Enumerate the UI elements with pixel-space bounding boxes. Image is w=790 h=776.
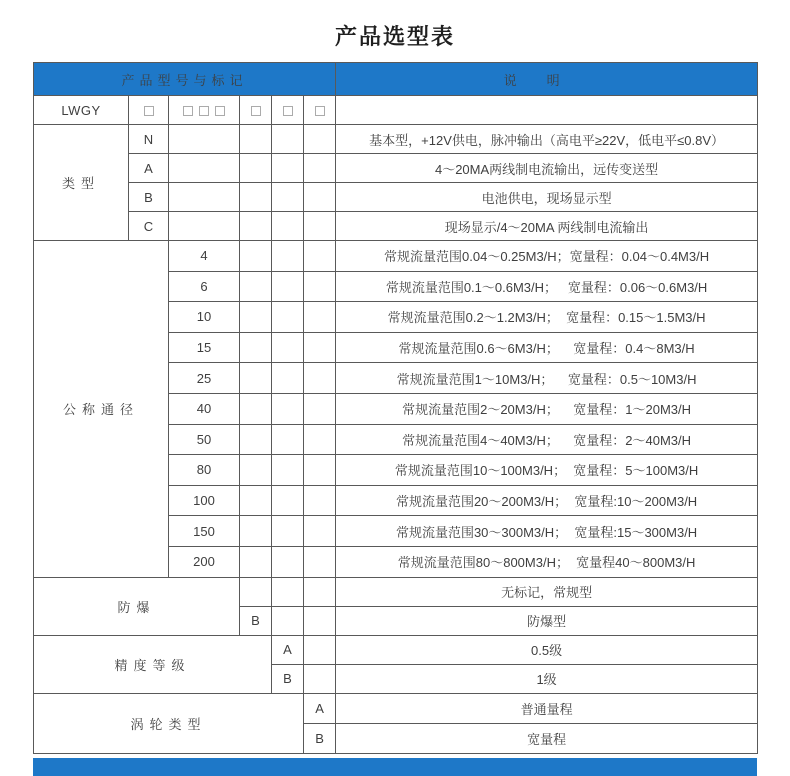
- diameter-code: 100: [169, 485, 240, 516]
- table-header-row: [34, 63, 758, 96]
- diameter-desc: 常规流量范围0.1～0.6M3/H； 宽量程：0.06～0.6M3/H: [336, 271, 758, 302]
- diameter-desc: 常规流量范围0.2～1.2M3/H； 宽量程：0.15～1.5M3/H: [336, 302, 758, 333]
- explosion-desc: 防爆型: [336, 606, 758, 635]
- empty-cell: [272, 332, 304, 363]
- empty-cell: [304, 485, 336, 516]
- empty-cell: [272, 363, 304, 394]
- diameter-desc: 常规流量范围0.6～6M3/H； 宽量程：0.4～8M3/H: [336, 332, 758, 363]
- empty-cell: [304, 424, 336, 455]
- table-row: [34, 212, 758, 241]
- diameter-desc: 常规流量范围10～100M3/H； 宽量程：5～100M3/H: [336, 455, 758, 486]
- page-title: 产品选型表: [334, 23, 455, 49]
- table-row: [34, 154, 758, 183]
- empty-cell: [272, 485, 304, 516]
- diameter-code: 200: [169, 546, 240, 577]
- empty-cell: [304, 606, 336, 635]
- empty-cell: [240, 393, 272, 424]
- table-row: [34, 125, 758, 154]
- accuracy-desc: 1级: [336, 664, 758, 693]
- empty-cell: [169, 154, 240, 183]
- placeholder-box-icon: [215, 106, 225, 116]
- type-slot-cell: [129, 96, 169, 125]
- diameter-slot-cell: [169, 96, 240, 125]
- diameter-code: 50: [169, 424, 240, 455]
- accuracy-code: B: [272, 664, 304, 693]
- type-desc: 4～20MA两线制电流输出，远传变送型: [336, 154, 758, 183]
- diameter-desc: 常规流量范围80～800M3/H； 宽量程40～800M3/H: [336, 546, 758, 577]
- diameter-desc: 常规流量范围20～200M3/H； 宽量程:10～200M3/H: [336, 485, 758, 516]
- empty-cell: [304, 635, 336, 664]
- diameter-code: 10: [169, 302, 240, 333]
- explosion-section-label: 防爆: [34, 577, 240, 635]
- empty-cell: [240, 332, 272, 363]
- empty-cell: [272, 455, 304, 486]
- empty-cell: [240, 424, 272, 455]
- diameter-code: 150: [169, 516, 240, 547]
- diameter-section-label: 公称通径: [34, 241, 169, 578]
- empty-cell: [304, 154, 336, 183]
- empty-cell: [272, 516, 304, 547]
- placeholder-box-icon: [199, 106, 209, 116]
- empty-cell: [304, 455, 336, 486]
- empty-cell: [240, 154, 272, 183]
- empty-cell: [240, 183, 272, 212]
- empty-cell: [240, 241, 272, 272]
- type-code: N: [129, 125, 169, 154]
- model-code: LWGY: [34, 96, 129, 125]
- turbine-code: A: [304, 693, 336, 723]
- type-section-label: 类型: [34, 125, 129, 241]
- empty-cell: [272, 606, 304, 635]
- empty-cell: [240, 212, 272, 241]
- empty-cell: [304, 363, 336, 394]
- diameter-desc: 常规流量范围2～20M3/H； 宽量程：1～20M3/H: [336, 393, 758, 424]
- empty-cell: [272, 154, 304, 183]
- model-row: [34, 96, 758, 125]
- empty-cell: [272, 393, 304, 424]
- diameter-code: 40: [169, 393, 240, 424]
- empty-cell: [304, 271, 336, 302]
- diameter-desc: 常规流量范围4～40M3/H； 宽量程：2～40M3/H: [336, 424, 758, 455]
- turbine-code: B: [304, 723, 336, 753]
- empty-cell: [272, 577, 304, 606]
- empty-cell: [240, 302, 272, 333]
- empty-cell: [169, 183, 240, 212]
- placeholder-box-icon: [251, 106, 261, 116]
- type-code: B: [129, 183, 169, 212]
- empty-cell: [272, 241, 304, 272]
- empty-cell: [304, 546, 336, 577]
- table-row: [34, 635, 758, 664]
- empty-cell: [272, 271, 304, 302]
- placeholder-box-icon: [315, 106, 325, 116]
- empty-cell: [304, 332, 336, 363]
- diameter-desc: 常规流量范围30～300M3/H； 宽量程:15～300M3/H: [336, 516, 758, 547]
- header-model-label: 产品型号与标记: [34, 63, 336, 96]
- explosion-code: [240, 577, 272, 606]
- empty-cell: [304, 241, 336, 272]
- turbine-desc: 普通量程: [336, 693, 758, 723]
- type-code: C: [129, 212, 169, 241]
- empty-cell: [272, 546, 304, 577]
- empty-cell: [272, 183, 304, 212]
- empty-cell: [240, 363, 272, 394]
- empty-cell: [240, 485, 272, 516]
- empty-desc-cell: [336, 96, 758, 125]
- empty-cell: [304, 393, 336, 424]
- placeholder-box-icon: [283, 106, 293, 116]
- empty-cell: [240, 455, 272, 486]
- empty-cell: [272, 424, 304, 455]
- accuracy-code: A: [272, 635, 304, 664]
- type-desc: 现场显示/4～20MA 两线制电流输出: [336, 212, 758, 241]
- table-row: [34, 577, 758, 606]
- table-row: [34, 693, 758, 723]
- table-row: [34, 241, 758, 272]
- empty-cell: [304, 125, 336, 154]
- empty-cell: [304, 183, 336, 212]
- diameter-code: 15: [169, 332, 240, 363]
- empty-cell: [304, 577, 336, 606]
- turbine-slot-cell: [304, 96, 336, 125]
- turbine-desc: 宽量程: [336, 723, 758, 753]
- diameter-desc: 常规流量范围0.04～0.25M3/H；宽量程：0.04～0.4M3/H: [336, 241, 758, 272]
- empty-cell: [272, 212, 304, 241]
- empty-cell: [304, 302, 336, 333]
- empty-cell: [304, 516, 336, 547]
- turbine-section-label: 涡轮类型: [34, 693, 304, 753]
- explosion-code: B: [240, 606, 272, 635]
- accuracy-desc: 0.5级: [336, 635, 758, 664]
- empty-cell: [240, 271, 272, 302]
- empty-cell: [240, 516, 272, 547]
- diameter-code: 4: [169, 241, 240, 272]
- diameter-code: 25: [169, 363, 240, 394]
- explosion-slot-cell: [240, 96, 272, 125]
- empty-cell: [304, 664, 336, 693]
- empty-cell: [169, 125, 240, 154]
- table-row: [34, 183, 758, 212]
- diameter-code: 80: [169, 455, 240, 486]
- empty-cell: [169, 212, 240, 241]
- empty-cell: [240, 125, 272, 154]
- empty-cell: [240, 546, 272, 577]
- type-code: A: [129, 154, 169, 183]
- empty-cell: [304, 212, 336, 241]
- accuracy-slot-cell: [272, 96, 304, 125]
- accuracy-section-label: 精度等级: [34, 635, 272, 693]
- explosion-desc: 无标记，常规型: [336, 577, 758, 606]
- placeholder-box-icon: [183, 106, 193, 116]
- diameter-desc: 常规流量范围1～10M3/H； 宽量程：0.5～10M3/H: [336, 363, 758, 394]
- placeholder-box-icon: [144, 106, 154, 116]
- empty-cell: [272, 125, 304, 154]
- diameter-code: 6: [169, 271, 240, 302]
- type-desc: 电池供电，现场显示型: [336, 183, 758, 212]
- next-section-header-bar: [33, 758, 757, 776]
- product-selection-table: [33, 62, 758, 754]
- header-desc-label: 说明: [336, 63, 758, 96]
- empty-cell: [272, 302, 304, 333]
- type-desc: 基本型，+12V供电，脉冲输出（高电平≥22V，低电平≤0.8V）: [336, 125, 758, 154]
